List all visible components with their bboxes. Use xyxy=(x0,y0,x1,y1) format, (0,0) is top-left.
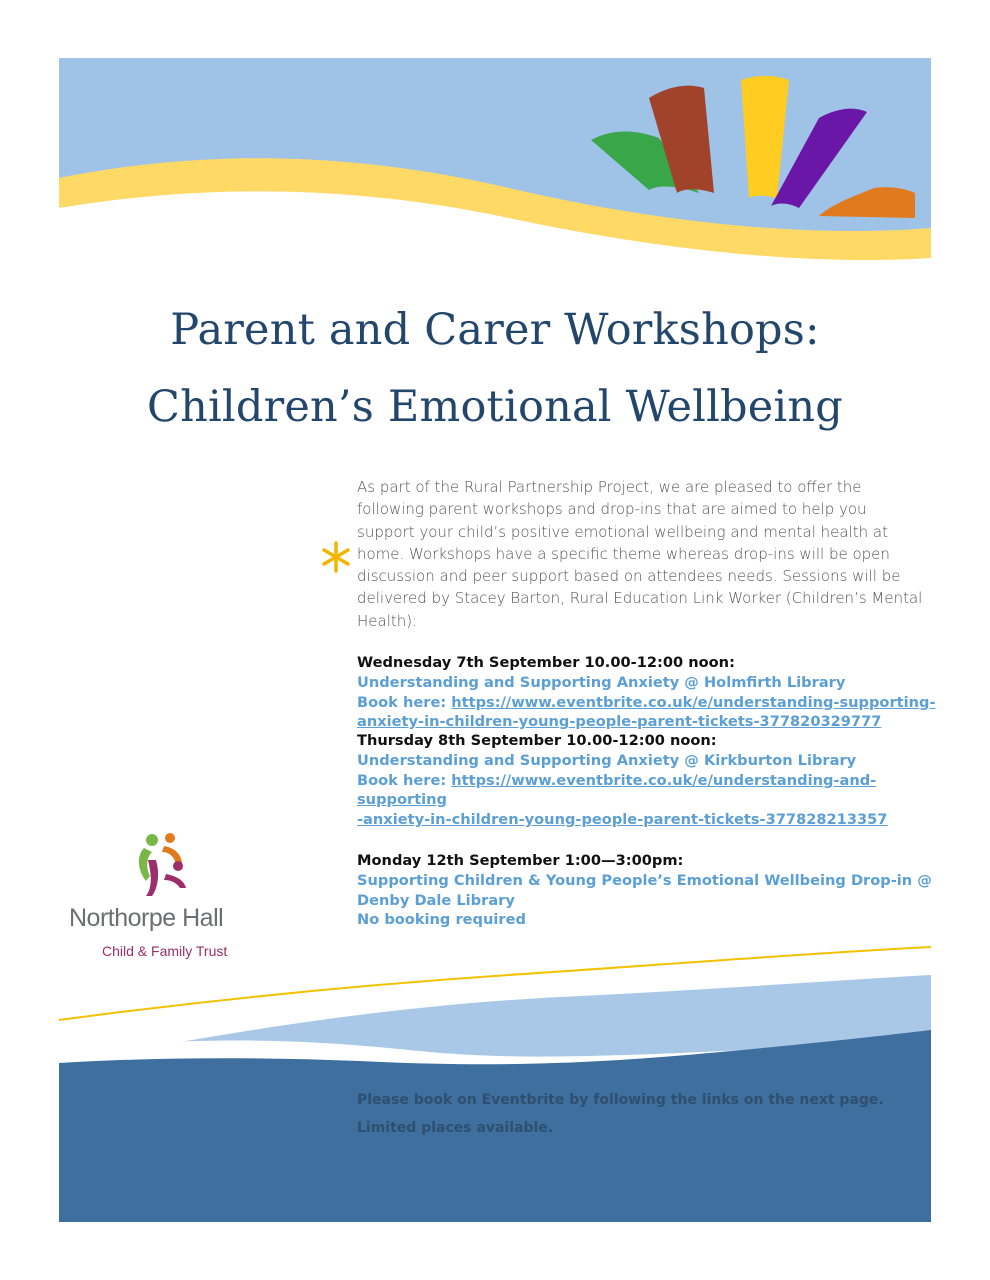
book-label: Book here: xyxy=(357,693,452,711)
booking-link-holmfirth[interactable]: https://www.eventbrite.co.uk/e/understanding-supporting- xyxy=(451,693,936,711)
booking-link-kirkburton-cont[interactable]: -anxiety-in-children-young-people-parent-tickets-377828213357 xyxy=(357,811,888,829)
page-title-line-1: Parent and Carer Workshops: xyxy=(170,305,820,355)
logo-subtitle: Child & Family Trust xyxy=(102,943,228,959)
booking-link-holmfirth-cont[interactable]: anxiety-in-children-young-people-parent-tickets-377820329777 xyxy=(357,713,882,731)
logo-name: Northorpe Hall xyxy=(69,904,224,932)
session-topic: Supporting Children & Young People’s Emotional Wellbeing Drop-in @ xyxy=(357,871,932,889)
session-date: Monday 12th September 1:00—3:00pm: xyxy=(357,852,684,869)
asterisk-icon xyxy=(319,540,353,574)
session-topic: Understanding and Supporting Anxiety @ Holmfirth Library xyxy=(357,673,846,691)
no-booking-note: No booking required xyxy=(357,911,526,929)
footer-note-booking: Please book on Eventbrite by following the links on the next page. xyxy=(357,1092,884,1108)
session-monday xyxy=(357,851,947,930)
session-topic-cont: Denby Dale Library xyxy=(357,891,515,909)
booking-link-kirkburton[interactable]: https://www.eventbrite.co.uk/e/understanding-and-supporting xyxy=(357,771,877,809)
session-date: Wednesday 7th September 10.00-12:00 noon: xyxy=(357,654,735,671)
footer-waves xyxy=(59,935,931,1222)
session-thursday xyxy=(357,731,947,830)
session-date: Thursday 8th September 10.00-12:00 noon: xyxy=(357,732,717,749)
book-label: Book here: xyxy=(357,771,452,789)
page-title-line-2: Children’s Emotional Wellbeing xyxy=(146,382,844,432)
session-topic: Understanding and Supporting Anxiety @ Kirkburton Library xyxy=(357,751,857,769)
session-wednesday xyxy=(357,653,947,732)
header-banner xyxy=(59,58,931,266)
intro-paragraph: As part of the Rural Partnership Project, we are pleased to offer the following parent workshops and drop-ins that are aimed to help you support your child’s positive emotional wellbeing and mental health at home. Workshops have a specific theme whereas drop-ins will be open discussion and peer support based on attendees needs. Sessions will be delivered by Stacey Barton, Rural Education Link Worker (Children’s Mental Health): xyxy=(357,478,923,630)
footer-note-limited: Limited places available. xyxy=(357,1120,554,1136)
